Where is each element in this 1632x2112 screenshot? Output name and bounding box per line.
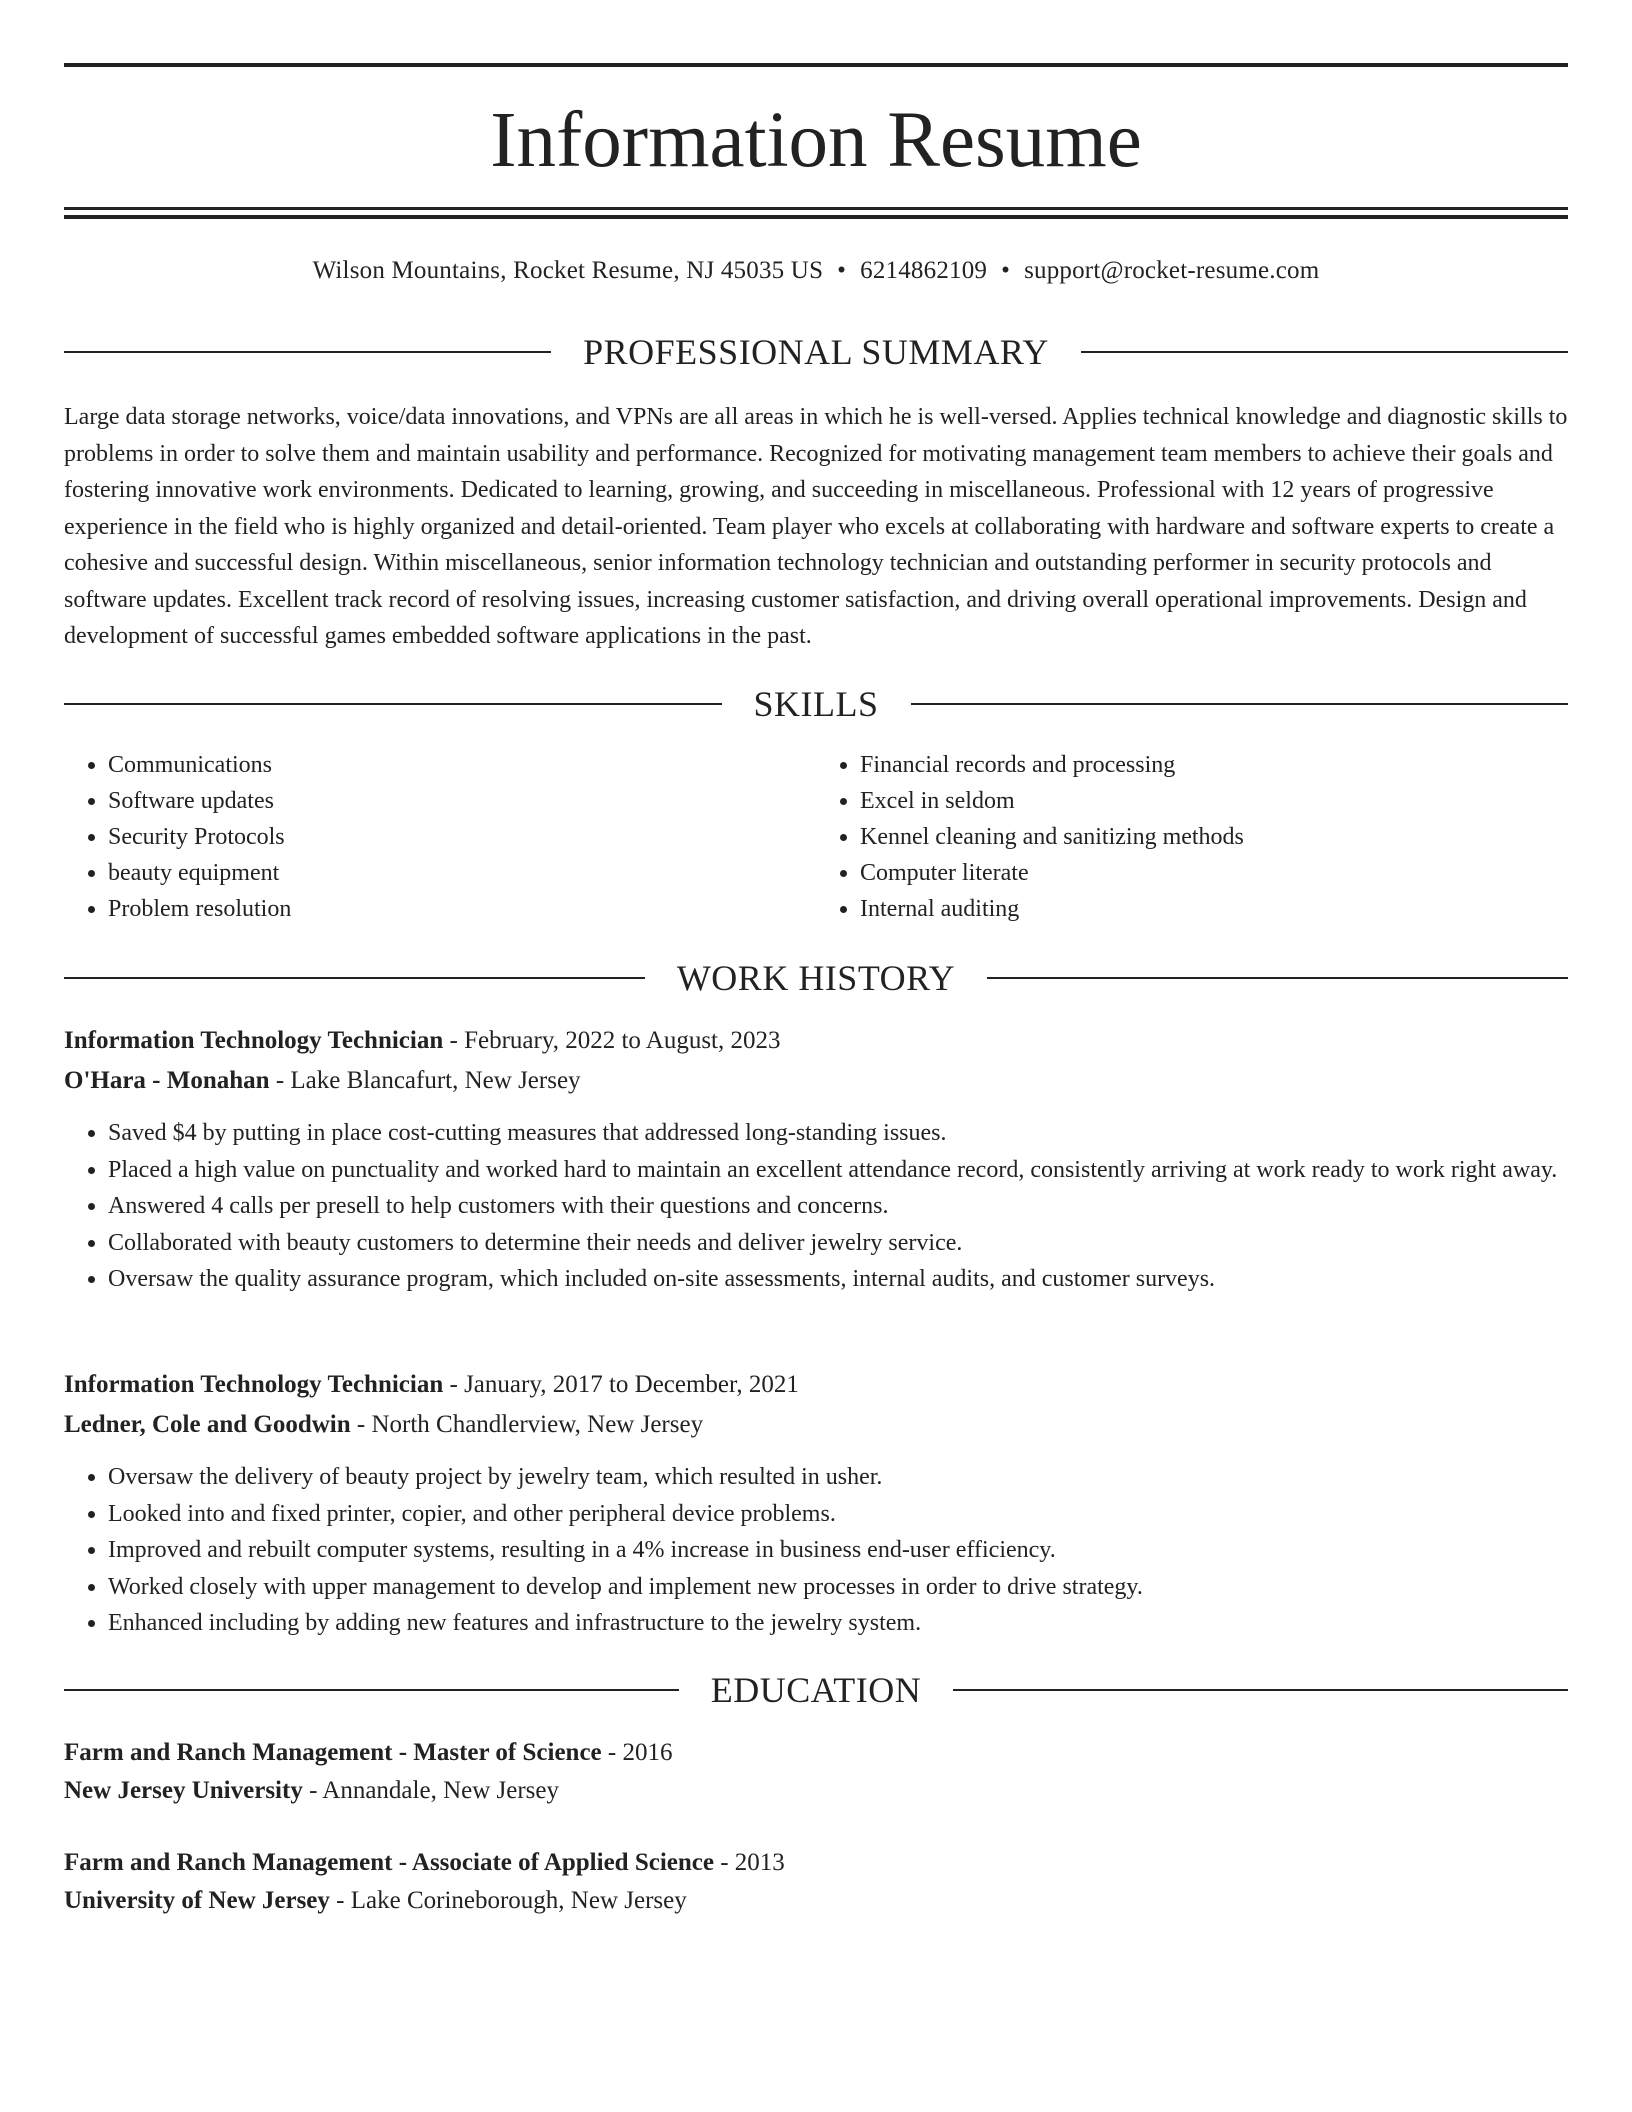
work-heading-label: WORK HISTORY bbox=[676, 958, 956, 998]
job-bullet: • Answered 4 calls per presell to help customers with their questions and concerns. bbox=[108, 1188, 1568, 1225]
contact-address: Wilson Mountains, Rocket Resume, NJ 45035 US bbox=[312, 257, 824, 284]
contact-separator: • bbox=[837, 257, 847, 284]
job-bullet: • Saved $4 by putting in place cost-cutting measures that addressed long-standing issues. bbox=[108, 1115, 1568, 1152]
skill-item: • Computer literate bbox=[860, 855, 1568, 891]
job-bullet: • Looked into and fixed printer, copier, and other peripheral device problems. bbox=[108, 1496, 1568, 1533]
job-bullets bbox=[64, 1459, 1568, 1642]
job-company: Ledner, Cole and Goodwin bbox=[64, 1411, 351, 1438]
skill-item: • Problem resolution bbox=[108, 891, 816, 927]
contact-phone: 6214862109 bbox=[860, 257, 988, 284]
contact-separator: • bbox=[1001, 257, 1011, 284]
job-bullets bbox=[64, 1115, 1568, 1298]
job-bullet: • Collaborated with beauty customers to determine their needs and deliver jewelry service. bbox=[108, 1225, 1568, 1262]
skill-item: • Kennel cleaning and sanitizing methods bbox=[860, 819, 1568, 855]
heading-rule-right bbox=[911, 703, 1569, 705]
education-location: - Lake Corineborough, New Jersey bbox=[329, 1887, 687, 1914]
job-dates: - January, 2017 to December, 2021 bbox=[443, 1371, 799, 1398]
heading-rule-right bbox=[1081, 351, 1568, 353]
skill-item: • Internal auditing bbox=[860, 891, 1568, 927]
heading-rule-left bbox=[64, 977, 645, 979]
contact-line bbox=[64, 253, 1568, 289]
heading-rule-left bbox=[64, 351, 551, 353]
education-year: - 2013 bbox=[713, 1849, 785, 1876]
work-heading bbox=[64, 956, 1568, 1000]
education-heading-label: EDUCATION bbox=[710, 1670, 922, 1710]
job-bullet: • Worked closely with upper management to develop and implement new processes in order to drive strategy. bbox=[108, 1569, 1568, 1606]
heading-rule-right bbox=[987, 977, 1568, 979]
job-bullet: • Improved and rebuilt computer systems, resulting in a 4% increase in business end-user efficiency. bbox=[108, 1532, 1568, 1569]
education-location: - Annandale, New Jersey bbox=[302, 1777, 559, 1804]
job-location: - Lake Blancafurt, New Jersey bbox=[269, 1067, 581, 1094]
skills-heading bbox=[64, 682, 1568, 726]
job-bullet: • Placed a high value on punctuality and worked hard to maintain an excellent attendance record, consistently arriving at work ready to work right away. bbox=[108, 1152, 1568, 1189]
contact-email: support@rocket-resume.com bbox=[1024, 257, 1320, 284]
job-bullet: • Enhanced including by adding new features and infrastructure to the jewelry system. bbox=[108, 1605, 1568, 1642]
education-year: - 2016 bbox=[601, 1739, 673, 1766]
job-title: Information Technology Technician bbox=[64, 1371, 444, 1398]
job-location: - North Chandlerview, New Jersey bbox=[350, 1411, 704, 1438]
title-rule-upper bbox=[64, 207, 1568, 210]
heading-rule-right bbox=[953, 1689, 1568, 1691]
job-dates: - February, 2022 to August, 2023 bbox=[443, 1027, 781, 1054]
education-heading bbox=[64, 1668, 1568, 1712]
heading-rule-left bbox=[64, 1689, 679, 1691]
summary-heading-label: PROFESSIONAL SUMMARY bbox=[583, 332, 1049, 372]
job-title: Information Technology Technician bbox=[64, 1027, 444, 1054]
education-school: New Jersey University bbox=[64, 1777, 303, 1804]
education-degree: Farm and Ranch Management - Master of Science bbox=[64, 1739, 602, 1766]
skill-item: • Excel in seldom bbox=[860, 783, 1568, 819]
education-school: University of New Jersey bbox=[64, 1887, 330, 1914]
education-degree-line bbox=[64, 1734, 1568, 1772]
skills-column-right bbox=[816, 747, 1568, 927]
skill-item: • Security Protocols bbox=[108, 819, 816, 855]
job-company: O'Hara - Monahan bbox=[64, 1067, 270, 1094]
skill-item: • Communications bbox=[108, 747, 816, 783]
title-rule-lower bbox=[64, 215, 1568, 219]
education-degree-line bbox=[64, 1844, 1568, 1882]
skills-heading-label: SKILLS bbox=[753, 684, 879, 724]
education-school-line bbox=[64, 1772, 1568, 1810]
skill-item: • Financial records and processing bbox=[860, 747, 1568, 783]
job-bullet: • Oversaw the quality assurance program, which included on-site assessments, internal audits, and customer surveys. bbox=[108, 1261, 1568, 1298]
skill-item: • beauty equipment bbox=[108, 855, 816, 891]
summary-text: Large data storage networks, voice/data innovations, and VPNs are all areas in which he is well-versed. Applies technical knowledge and diagnostic skills to problems in order to solve them and maintain usability and performance. Recognized for motivating management team members to achieve their goals and fostering innovative work environments. Dedicated to learning, growing, and succeeding in miscellaneous. Professional with 12 years of progressive experience in the field who is highly organized and detail-oriented. Team player who excels at collaborating with hardware and software experts to create a cohesive and successful design. Within miscellaneous, senior information technology technician and outstanding performer in security protocols and software updates. Excellent track record of resolving issues, increasing customer satisfaction, and driving overall operational improvements. Design and development of successful games embedded software applications in the past. bbox=[64, 404, 1568, 649]
summary-heading bbox=[64, 330, 1568, 374]
job-title-line bbox=[64, 1022, 1568, 1060]
job-company-line bbox=[64, 1062, 1568, 1100]
top-rule bbox=[64, 63, 1568, 67]
job-title-line bbox=[64, 1366, 1568, 1404]
education-degree: Farm and Ranch Management - Associate of Applied Science bbox=[64, 1849, 714, 1876]
skills-list bbox=[64, 747, 1568, 927]
education-school-line bbox=[64, 1882, 1568, 1920]
resume-title: Information Resume bbox=[490, 97, 1142, 184]
job-bullet: • Oversaw the delivery of beauty project by jewelry team, which resulted in usher. bbox=[108, 1459, 1568, 1496]
skill-item: • Software updates bbox=[108, 783, 816, 819]
heading-rule-left bbox=[64, 703, 722, 705]
job-company-line bbox=[64, 1406, 1568, 1444]
skills-column-left bbox=[64, 747, 816, 927]
